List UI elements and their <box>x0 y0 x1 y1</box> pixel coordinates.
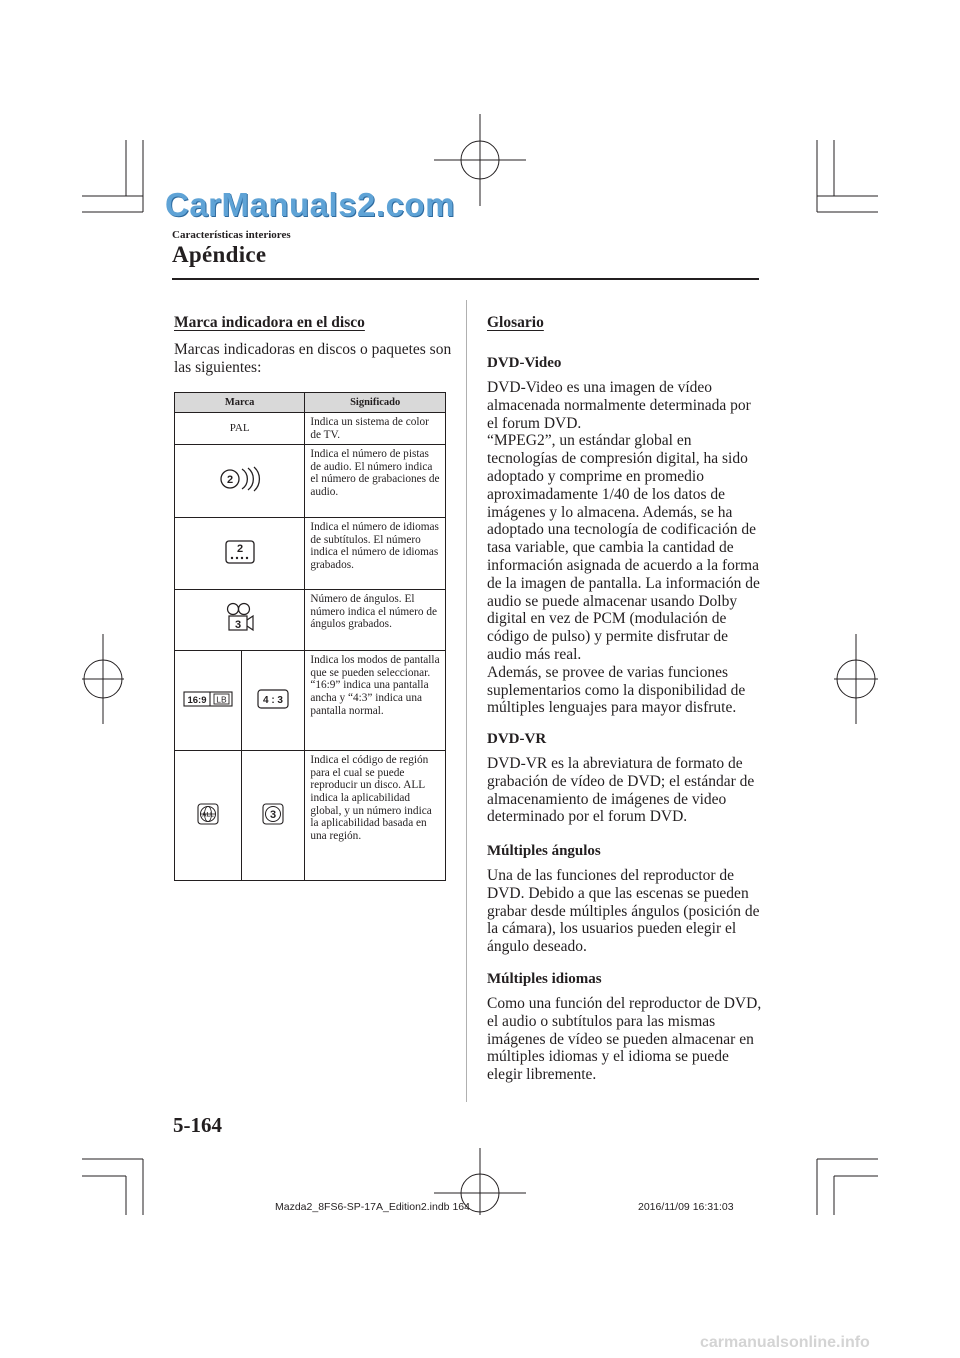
title-rule <box>172 278 759 280</box>
glossary-body-languages: Como una función del reproductor de DVD, el audio o subtítulos para las mismas imágenes de vídeo se pueden almacenar en múltiples idiomas y el idioma se puede elegir libremente. <box>487 995 762 1084</box>
row-meaning: Indica el número de pistas de audio. El número indica el número de grabaciones de audio. <box>305 445 446 518</box>
glossary-term-dvd-vr: DVD-VR <box>487 731 547 747</box>
letterbox-label: LB <box>216 694 227 705</box>
row-meaning: Número de ángulos. El número indica el número de ángulos grabados. <box>305 590 446 651</box>
region-number-icon <box>242 751 305 881</box>
widescreen-label: 16:9 <box>187 694 207 706</box>
table-row <box>175 518 446 590</box>
glossary-term-angles: Múltiples ángulos <box>487 843 601 859</box>
glossary-body-angles: Una de las funciones del reproductor de DVD. Debido a que las escenas se pueden grabar desde múltiples ángulos (posición de la cámara), los usuarios pueden elegir el ángulo deseado. <box>487 867 760 956</box>
widescreen-icon <box>175 651 242 751</box>
region-all-label: ALL <box>202 812 215 819</box>
row-meaning: Indica los modos de pantalla que se pueden seleccionar. “16:9” indica una pantalla ancha y “4:3” indica una pantalla normal. <box>305 651 446 751</box>
audio-tracks-number: 2 <box>226 474 233 487</box>
column-header-mark: Marca <box>175 393 305 413</box>
row-meaning: Indica el código de región para el cual se puede reproducir un disco. ALL indica la aplicabilidad global, y un número indica la aplicabilidad basada en una región. <box>305 751 446 881</box>
glossary-body-dvd-vr: DVD-VR es la abreviatura de formato de grabación de vídeo de DVD; el estándar de almacenamiento de imágenes de video determinado por el forum DVD. <box>487 755 755 826</box>
marks-table <box>174 392 446 881</box>
table-header-row <box>175 393 446 413</box>
glossary-body-dvd-video: DVD-Video es una imagen de vídeo almacenada normalmente determinada por el forum DVD. “MPEG2”, un estándar global en tecnologías de compresión digital, ha sido adoptado y comprime en promedio aproximadamente 1/40 de los datos de imágenes y lo almacena. Además, se ha adoptado una tecnología de codificación de tasa variable, que cambia la cantidad de información asignada de acuerdo a la forma de la imagen de pantalla. La información de audio se puede almacenar usando Dolby digital en vez de PCM (modulación de código de pulso) y permite disfrutar de audio más real. Además, se provee de varias funciones suplementarios como la disponibilidad de múltiples lenguajes para mayor disfrute. <box>487 379 760 717</box>
marks-heading: Marca indicadora en el disco <box>174 314 365 331</box>
table-row <box>175 413 446 445</box>
table-row <box>175 590 446 651</box>
section-label: Características interiores <box>172 229 291 241</box>
page-title: Apéndice <box>172 242 267 267</box>
marks-intro: Marcas indicadoras en discos o paquetes son las siguientes: <box>174 341 452 376</box>
column-divider <box>466 300 467 1102</box>
subtitles-number: 2 <box>236 542 243 555</box>
footer-file: Mazda2_8FS6-SP-17A_Edition2.indb 164 <box>275 1201 470 1213</box>
glossary-term-languages: Múltiples idiomas <box>487 971 602 987</box>
audio-tracks-icon <box>175 445 305 518</box>
subtitles-icon <box>175 518 305 590</box>
footer-date: 2016/11/09 16:31:03 <box>638 1201 734 1213</box>
site-watermark: CarManuals2.com <box>165 186 455 223</box>
glossary-heading: Glosario <box>487 314 544 331</box>
table-row <box>175 445 446 518</box>
region-number-label: 3 <box>270 808 277 821</box>
camera-angles-number: 3 <box>234 619 241 632</box>
glossary-term-dvd-video: DVD-Video <box>487 355 562 371</box>
row-meaning: Indica un sistema de color de TV. <box>305 413 446 445</box>
bottom-watermark: carmanualsonline.info <box>700 1334 870 1351</box>
region-all-icon <box>175 751 242 881</box>
row-meaning: Indica el número de idiomas de subtítulos. El número indica el número de idiomas grabados. <box>305 518 446 590</box>
aspect-ratio-icon <box>242 651 305 751</box>
column-header-meaning: Significado <box>305 393 446 413</box>
table-row <box>175 751 446 881</box>
page-number: 5-164 <box>173 1113 222 1137</box>
table-row <box>175 651 446 751</box>
camera-angles-icon <box>175 590 305 651</box>
pal-mark: PAL <box>175 413 305 445</box>
aspect-ratio-label: 4 : 3 <box>263 694 284 706</box>
